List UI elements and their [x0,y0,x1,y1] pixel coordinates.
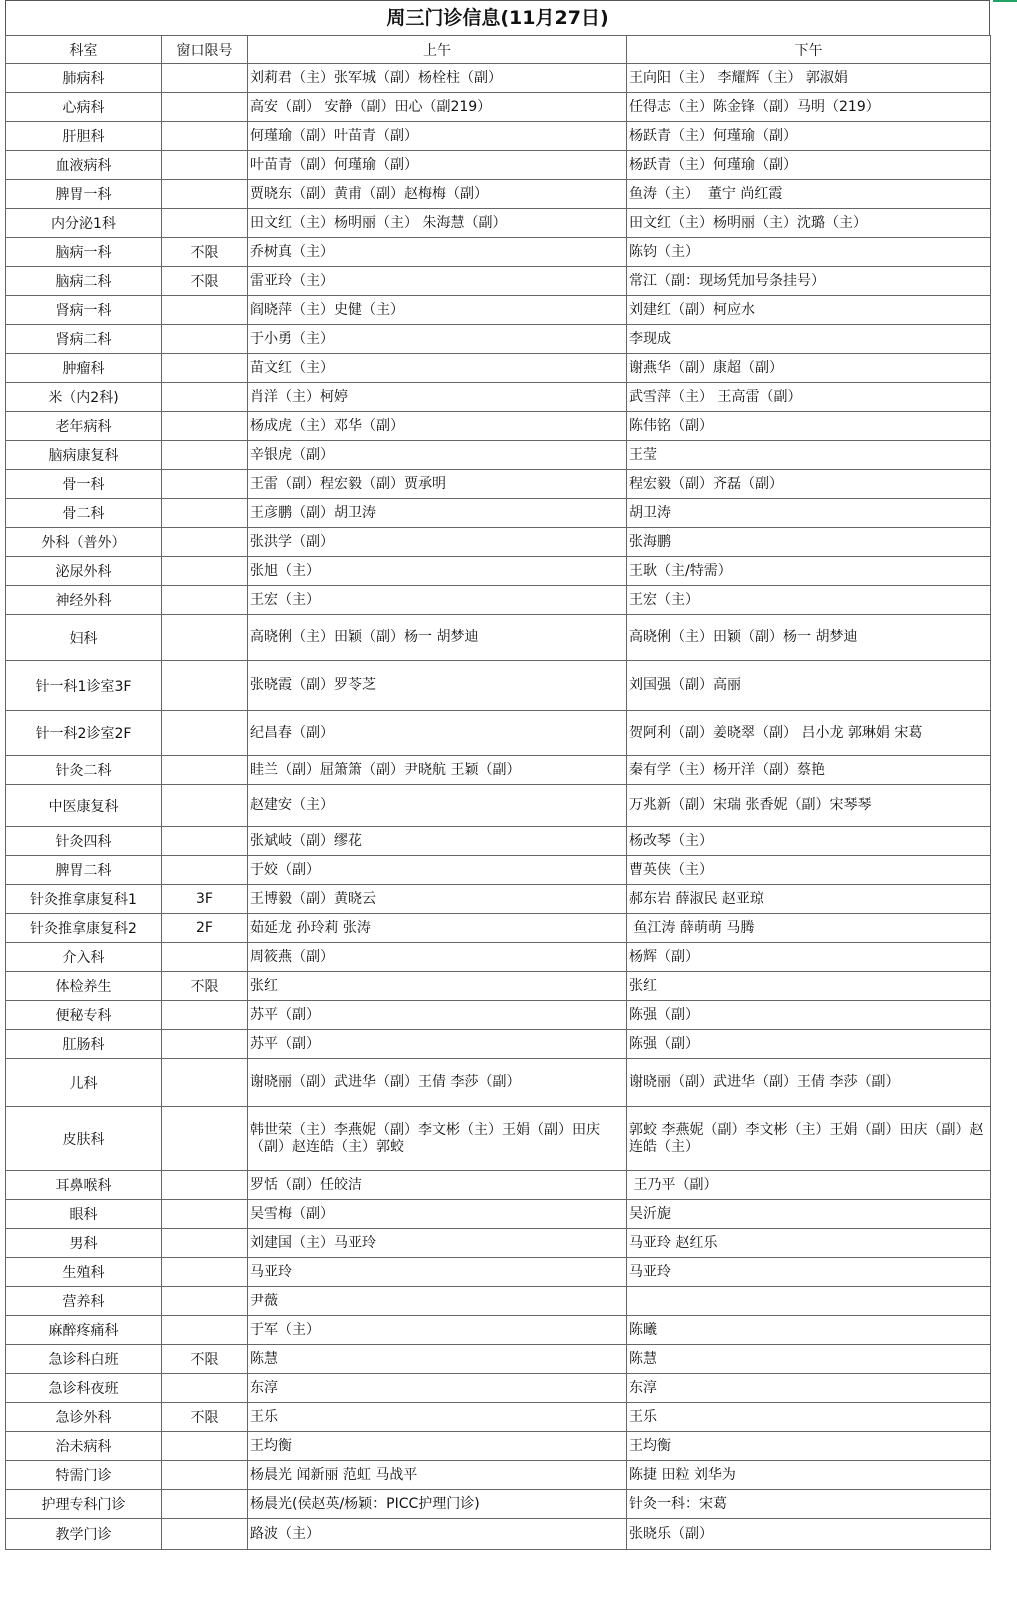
dept-cell: 急诊科白班 [6,1345,162,1374]
window-limit-cell: 不限 [162,972,248,1001]
dept-cell: 男科 [6,1229,162,1258]
afternoon-cell: 张海鹏 [627,528,991,557]
table-row [6,1001,991,1030]
morning-cell: 田文红（主）杨明丽（主） 朱海慧（副） [248,209,627,238]
morning-cell: 于军（主） [248,1316,627,1345]
table-row [6,1287,991,1316]
morning-cell: 叶苗青（副）何瑾瑜（副） [248,151,627,180]
afternoon-cell: 陈捷 田粒 刘华为 [627,1461,991,1490]
afternoon-cell: 王莹 [627,441,991,470]
window-limit-cell [162,209,248,238]
morning-cell: 纪昌春（副） [248,711,627,756]
table-row [6,1432,991,1461]
dept-cell: 生殖科 [6,1258,162,1287]
morning-cell: 阎晓萍（主）史健（主） [248,296,627,325]
afternoon-cell: 陈伟铭（副） [627,412,991,441]
morning-cell: 杨晨光 闻新丽 范虹 马战平 [248,1461,627,1490]
window-limit-cell [162,151,248,180]
table-row [6,354,991,383]
morning-cell: 王博毅（副）黄晓云 [248,885,627,914]
morning-cell: 张洪学（副） [248,528,627,557]
window-limit-cell [162,441,248,470]
table-row [6,64,991,93]
table-row [6,615,991,661]
dept-cell: 脾胃二科 [6,856,162,885]
table-row [6,267,991,296]
morning-cell: 王乐 [248,1403,627,1432]
morning-cell: 苏平（副） [248,1030,627,1059]
window-limit-cell [162,1107,248,1171]
afternoon-cell: 贺阿利（副）姜晓翠（副） 吕小龙 郭琳娟 宋葛 [627,711,991,756]
dept-cell: 护理专科门诊 [6,1490,162,1519]
window-limit-cell [162,1519,248,1550]
table-body [6,64,991,1550]
afternoon-cell: 胡卫涛 [627,499,991,528]
schedule-table [5,35,991,1550]
column-header-window: 窗口限号 [162,36,248,64]
dept-cell: 治未病科 [6,1432,162,1461]
dept-cell: 体检养生 [6,972,162,1001]
afternoon-cell: 王宏（主） [627,586,991,615]
window-limit-cell [162,1171,248,1200]
window-limit-cell [162,1316,248,1345]
afternoon-cell: 张晓乐（副） [627,1519,991,1550]
morning-cell: 罗恬（副）任皎洁 [248,1171,627,1200]
table-row [6,383,991,412]
afternoon-cell: 王乐 [627,1403,991,1432]
afternoon-cell: 陈强（副） [627,1030,991,1059]
morning-cell: 辛银虎（副） [248,441,627,470]
afternoon-cell: 张红 [627,972,991,1001]
table-row [6,856,991,885]
window-limit-cell [162,1258,248,1287]
table-row [6,1490,991,1519]
morning-cell: 高安（副） 安静（副）田心（副219） [248,93,627,122]
afternoon-cell: 王均衡 [627,1432,991,1461]
dept-cell: 急诊外科 [6,1403,162,1432]
window-limit-cell [162,412,248,441]
dept-cell: 肺病科 [6,64,162,93]
table-row [6,528,991,557]
table-row [6,1200,991,1229]
window-limit-cell [162,557,248,586]
window-limit-cell [162,856,248,885]
window-limit-cell [162,122,248,151]
morning-cell: 杨成虎（主）邓华（副） [248,412,627,441]
dept-cell: 脑病康复科 [6,441,162,470]
dept-cell: 针灸四科 [6,827,162,856]
morning-cell: 王均衡 [248,1432,627,1461]
dept-cell: 教学门诊 [6,1519,162,1550]
dept-cell: 营养科 [6,1287,162,1316]
dept-cell: 便秘专科 [6,1001,162,1030]
dept-cell: 肾病二科 [6,325,162,354]
column-header-am: 上午 [248,36,627,64]
dept-cell: 眼科 [6,1200,162,1229]
table-row [6,1171,991,1200]
window-limit-cell [162,325,248,354]
table-row [6,827,991,856]
morning-cell: 东淳 [248,1374,627,1403]
morning-cell: 马亚玲 [248,1258,627,1287]
window-limit-cell: 不限 [162,267,248,296]
morning-cell: 肖洋（主）柯婷 [248,383,627,412]
table-header [6,36,991,64]
morning-cell: 茹延龙 孙玲莉 张涛 [248,914,627,943]
afternoon-cell: 陈曦 [627,1316,991,1345]
afternoon-cell: 谢晓丽（副）武进华（副）王倩 李莎（副） [627,1059,991,1107]
afternoon-cell: 鱼涛（主） 董宁 尚红霞 [627,180,991,209]
dept-cell: 麻醉疼痛科 [6,1316,162,1345]
window-limit-cell: 3F [162,885,248,914]
morning-cell: 谢晓丽（副）武进华（副）王倩 李莎（副） [248,1059,627,1107]
afternoon-cell: 常江（副：现场凭加号条挂号） [627,267,991,296]
dept-cell: 肛肠科 [6,1030,162,1059]
afternoon-cell: 王耿（主/特需） [627,557,991,586]
afternoon-cell: 刘国强（副）高丽 [627,661,991,711]
table-row [6,93,991,122]
window-limit-cell [162,711,248,756]
window-limit-cell: 不限 [162,1403,248,1432]
afternoon-cell: 田文红（主）杨明丽（主）沈璐（主） [627,209,991,238]
morning-cell: 苗文红（主） [248,354,627,383]
morning-cell: 张旭（主） [248,557,627,586]
dept-cell: 皮肤科 [6,1107,162,1171]
table-row [6,296,991,325]
window-limit-cell: 2F [162,914,248,943]
dept-cell: 脾胃一科 [6,180,162,209]
window-limit-cell [162,586,248,615]
morning-cell: 王雷（副）程宏毅（副）贾承明 [248,470,627,499]
dept-cell: 妇科 [6,615,162,661]
afternoon-cell: 王向阳（主） 李耀辉（主） 郭淑娟 [627,64,991,93]
dept-cell: 肿瘤科 [6,354,162,383]
morning-cell: 何瑾瑜（副）叶苗青（副） [248,122,627,151]
afternoon-cell: 杨辉（副） [627,943,991,972]
window-limit-cell [162,1287,248,1316]
afternoon-cell: 武雪萍（主） 王高雷（副） [627,383,991,412]
afternoon-cell: 程宏毅（副）齐磊（副） [627,470,991,499]
afternoon-cell [627,1287,991,1316]
afternoon-cell: 郝东岩 薛淑民 赵亚琼 [627,885,991,914]
morning-cell: 刘建国（主）马亚玲 [248,1229,627,1258]
morning-cell: 王宏（主） [248,586,627,615]
afternoon-cell: 高晓俐（主）田颖（副）杨一 胡梦迪 [627,615,991,661]
morning-cell: 杨晨光(侯赵英/杨颖：PICC护理门诊) [248,1490,627,1519]
afternoon-cell: 东淳 [627,1374,991,1403]
dept-cell: 特需门诊 [6,1461,162,1490]
morning-cell: 苏平（副） [248,1001,627,1030]
window-limit-cell [162,354,248,383]
dept-cell: 耳鼻喉科 [6,1171,162,1200]
morning-cell: 张晓霞（副）罗苓芝 [248,661,627,711]
afternoon-cell: 谢燕华（副）康超（副） [627,354,991,383]
table-row [6,885,991,914]
dept-cell: 介入科 [6,943,162,972]
table-row [6,1403,991,1432]
morning-cell: 赵建安（主） [248,785,627,827]
dept-cell: 针一科1诊室3F [6,661,162,711]
morning-cell: 高晓俐（主）田颖（副）杨一 胡梦迪 [248,615,627,661]
window-limit-cell [162,1374,248,1403]
window-limit-cell [162,1432,248,1461]
table-row [6,1229,991,1258]
afternoon-cell: 马亚玲 [627,1258,991,1287]
table-row [6,943,991,972]
window-limit-cell [162,93,248,122]
table-row [6,209,991,238]
header-row [6,36,991,64]
morning-cell: 张红 [248,972,627,1001]
table-row [6,756,991,785]
dept-cell: 老年病科 [6,412,162,441]
table-row [6,1345,991,1374]
afternoon-cell: 吴沂旎 [627,1200,991,1229]
table-row [6,412,991,441]
table-row [6,661,991,711]
schedule-sheet [5,0,990,1550]
window-limit-cell [162,661,248,711]
afternoon-cell: 刘建红（副）柯应水 [627,296,991,325]
morning-cell: 韩世荣（主）李燕妮（副）李文彬（主）王娟（副）田庆（副）赵连皓（主）郭蛟 [248,1107,627,1171]
dept-cell: 肝胆科 [6,122,162,151]
page-title: 周三门诊信息(11月27日) [5,0,990,35]
dept-cell: 针一科2诊室2F [6,711,162,756]
window-limit-cell [162,615,248,661]
morning-cell: 陈慧 [248,1345,627,1374]
window-limit-cell [162,1001,248,1030]
table-row [6,785,991,827]
morning-cell: 刘莉君（主）张军城（副）杨栓柱（副） [248,64,627,93]
window-limit-cell [162,827,248,856]
morning-cell: 尹薇 [248,1287,627,1316]
table-row [6,557,991,586]
dept-cell: 骨一科 [6,470,162,499]
morning-cell: 于小勇（主） [248,325,627,354]
window-limit-cell [162,180,248,209]
morning-cell: 王彦鹏（副）胡卫涛 [248,499,627,528]
window-limit-cell: 不限 [162,238,248,267]
dept-cell: 中医康复科 [6,785,162,827]
window-limit-cell [162,1200,248,1229]
dept-cell: 心病科 [6,93,162,122]
window-limit-cell [162,383,248,412]
window-limit-cell [162,785,248,827]
afternoon-cell: 陈慧 [627,1345,991,1374]
table-row [6,1107,991,1171]
morning-cell: 雷亚玲（主） [248,267,627,296]
dept-cell: 针灸推拿康复科1 [6,885,162,914]
window-limit-cell: 不限 [162,1345,248,1374]
table-row [6,180,991,209]
table-row [6,470,991,499]
table-row [6,151,991,180]
afternoon-cell: 杨改琴（主） [627,827,991,856]
afternoon-cell: 任得志（主）陈金锋（副）马明（219） [627,93,991,122]
column-header-pm: 下午 [627,36,991,64]
afternoon-cell: 李现成 [627,325,991,354]
dept-cell: 骨二科 [6,499,162,528]
column-header-dept: 科室 [6,36,162,64]
table-row [6,325,991,354]
window-limit-cell [162,1461,248,1490]
table-row [6,1519,991,1550]
table-row [6,1258,991,1287]
morning-cell: 贾晓东（副）黄甫（副）赵梅梅（副） [248,180,627,209]
afternoon-cell: 杨跃青（主）何瑾瑜（副） [627,151,991,180]
afternoon-cell: 马亚玲 赵红乐 [627,1229,991,1258]
dept-cell: 针灸二科 [6,756,162,785]
table-row [6,1059,991,1107]
dept-cell: 泌尿外科 [6,557,162,586]
table-row [6,914,991,943]
table-row [6,238,991,267]
window-limit-cell [162,64,248,93]
dept-cell: 急诊科夜班 [6,1374,162,1403]
afternoon-cell: 陈强（副） [627,1001,991,1030]
window-limit-cell [162,1229,248,1258]
afternoon-cell: 杨跃青（主）何瑾瑜（副） [627,122,991,151]
afternoon-cell: 秦有学（主）杨开洋（副）蔡艳 [627,756,991,785]
morning-cell: 张斌岐（副）缪花 [248,827,627,856]
dept-cell: 脑病二科 [6,267,162,296]
morning-cell: 乔树真（主） [248,238,627,267]
dept-cell: 米（内2科) [6,383,162,412]
table-row [6,122,991,151]
dept-cell: 内分泌1科 [6,209,162,238]
morning-cell: 于姣（副） [248,856,627,885]
dept-cell: 儿科 [6,1059,162,1107]
afternoon-cell: 曹英侠（主） [627,856,991,885]
window-limit-cell [162,756,248,785]
dept-cell: 肾病一科 [6,296,162,325]
dept-cell: 脑病一科 [6,238,162,267]
table-row [6,1030,991,1059]
window-limit-cell [162,528,248,557]
afternoon-cell: 陈钧（主） [627,238,991,267]
morning-cell: 路波（主） [248,1519,627,1550]
window-limit-cell [162,470,248,499]
afternoon-cell: 针灸一科：宋葛 [627,1490,991,1519]
table-row [6,441,991,470]
table-row [6,1461,991,1490]
window-limit-cell [162,1490,248,1519]
table-row [6,1316,991,1345]
window-corner-accent [993,0,1017,12]
window-limit-cell [162,1030,248,1059]
afternoon-cell: 万兆新（副）宋瑞 张香妮（副）宋琴琴 [627,785,991,827]
morning-cell: 周筱燕（副） [248,943,627,972]
window-limit-cell [162,943,248,972]
table-row [6,972,991,1001]
afternoon-cell: 鱼江涛 薛萌萌 马腾 [627,914,991,943]
dept-cell: 针灸推拿康复科2 [6,914,162,943]
window-limit-cell [162,296,248,325]
window-limit-cell [162,1059,248,1107]
dept-cell: 血液病科 [6,151,162,180]
table-row [6,499,991,528]
morning-cell: 吴雪梅（副） [248,1200,627,1229]
window-limit-cell [162,499,248,528]
table-row [6,586,991,615]
table-row [6,1374,991,1403]
afternoon-cell: 郭蛟 李燕妮（副）李文彬（主）王娟（副）田庆（副）赵连皓（主） [627,1107,991,1171]
dept-cell: 神经外科 [6,586,162,615]
table-row [6,711,991,756]
afternoon-cell: 王乃平（副） [627,1171,991,1200]
morning-cell: 眭兰（副）屈箫箫（副）尹晓航 王颖（副） [248,756,627,785]
dept-cell: 外科（普外） [6,528,162,557]
